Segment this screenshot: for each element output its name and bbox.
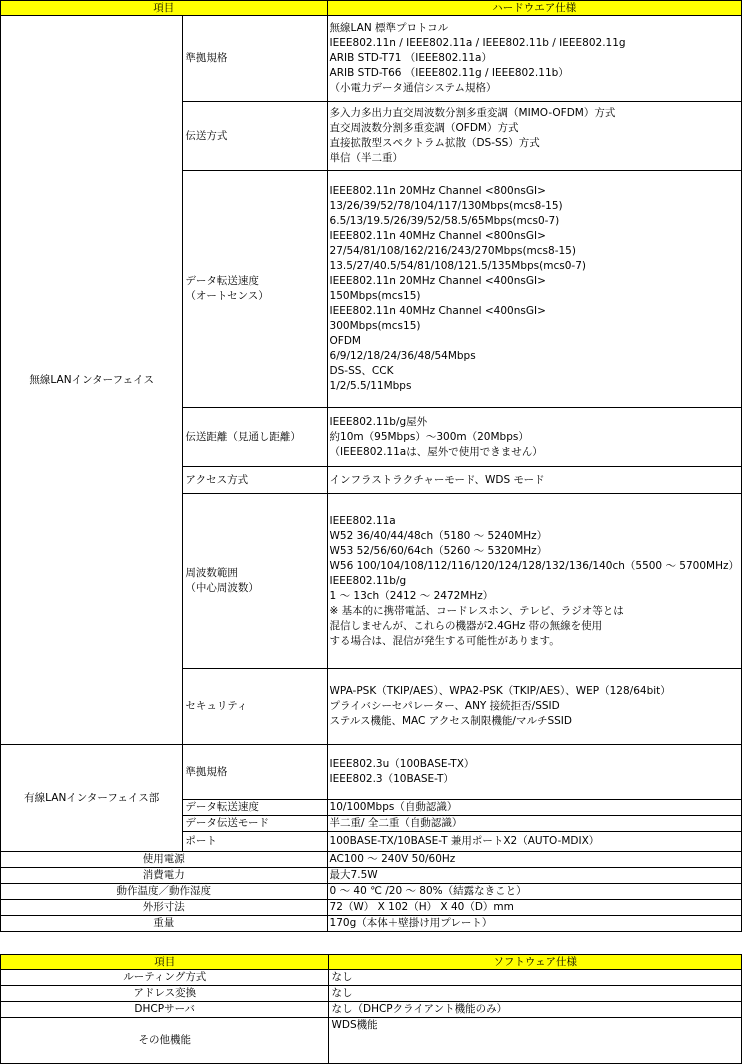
row-value: 最大7.5W: [327, 868, 741, 884]
row-value: 100BASE-TX/10BASE-T 兼用ポートX2（AUTO-MDIX）: [327, 832, 741, 852]
table-row: [1, 868, 742, 884]
row-value: IEEE802.11a W52 36/40/44/48ch（5180 ～ 5240MHz） W53 52/56/60/64ch（5260 ～ 5320MHz） W56 100/104/108/112/116/120/124/128/132/136/140ch（5500 ～ 5700MHz） IEEE802.11b/g 1 ～ 13ch（2412 ～ 2472MHz） ※ 基本的に携帯電話、コードレスホン、テレビ、ラジオ等とは 混信しませんが、これらの機器が2.4GHz 帯の無線を使用 する場合は、混信が発生する可能性があります。: [327, 494, 741, 669]
row-value: なし: [329, 986, 742, 1002]
row-label: 準拠規格: [183, 16, 327, 102]
row-label: アクセス方式: [183, 467, 327, 494]
row-label: データ伝送モード: [183, 816, 327, 832]
row-label: 周波数範囲 （中心周波数）: [183, 494, 327, 669]
row-value: 170g（本体＋壁掛け用プレート）: [327, 916, 741, 932]
software-spec-table: [0, 954, 742, 1064]
row-label: 伝送方式: [183, 102, 327, 171]
table-row: [1, 970, 742, 986]
row-value: 10/100Mbps（自動認識）: [327, 800, 741, 816]
row-value: 無線LAN 標準プロトコル IEEE802.11n / IEEE802.11a / IEEE802.11b / IEEE802.11g ARIB STD-T71 （IEEE802.11a） ARIB STD-T66 （IEEE802.11g / IEEE802.11b） （小電力データ通信システム規格）: [327, 16, 741, 102]
row-value: なし（DHCPクライアント機能のみ）: [329, 1002, 742, 1018]
table-row: [1, 852, 742, 868]
table-row: [1, 986, 742, 1002]
row-value: IEEE802.11n 20MHz Channel <800nsGI> 13/26/39/52/78/104/117/130Mbps(mcs8-15) 6.5/13/19.5/26/39/52/58.5/65Mbps(mcs0-7) IEEE802.11n 40MHz Channel <800nsGI> 27/54/81/108/162/216/243/270Mbps(mcs8-15) 13.5/27/40.5/54/81/108/121.5/135Mbps(mcs0-7) IEEE802.11n 20MHz Channel <400nsGI> 150Mbps(mcs15) IEEE802.11n 40MHz Channel <400nsGI> 300Mbps(mcs15) OFDM 6/9/12/18/24/36/48/54Mbps DS-SS、CCK 1/2/5.5/11Mbps: [327, 171, 741, 408]
header-software-spec: ソフトウェア仕様: [329, 955, 742, 970]
row-value: WDS機能: [329, 1018, 742, 1064]
hardware-header-row: [1, 1, 742, 16]
row-value: 半二重/ 全二重（自動認識）: [327, 816, 741, 832]
row-value: 72（W） X 102（H） X 40（D）mm: [327, 900, 741, 916]
table-row: [1, 745, 742, 800]
row-label: データ転送速度: [183, 800, 327, 816]
row-label: ポート: [183, 832, 327, 852]
header-item: 項目: [1, 955, 329, 970]
row-label: DHCPサーバ: [1, 1002, 329, 1018]
row-label: セキュリティ: [183, 669, 327, 745]
row-label: 使用電源: [1, 852, 328, 868]
row-value: IEEE802.3u（100BASE-TX） IEEE802.3（10BASE-T）: [327, 745, 741, 800]
header-item: 項目: [1, 1, 328, 16]
group-wired-lan: 有線LANインターフェイス部: [1, 745, 183, 852]
group-wireless-lan: 無線LANインターフェイス: [1, 16, 183, 745]
row-value: IEEE802.11b/g屋外 約10m（95Mbps）～300m（20Mbps） （IEEE802.11aは、屋外で使用できません）: [327, 408, 741, 467]
row-label: 外形寸法: [1, 900, 328, 916]
table-row: [1, 900, 742, 916]
table-row: [1, 884, 742, 900]
software-header-row: [1, 955, 742, 970]
table-row: [1, 916, 742, 932]
row-label: 消費電力: [1, 868, 328, 884]
row-label: アドレス変換: [1, 986, 329, 1002]
row-label: その他機能: [1, 1018, 329, 1064]
table-row: [1, 1018, 742, 1064]
row-label: 動作温度／動作湿度: [1, 884, 328, 900]
row-label: ルーティング方式: [1, 970, 329, 986]
table-row: [1, 16, 742, 102]
row-value: AC100 ～ 240V 50/60Hz: [327, 852, 741, 868]
header-hardware-spec: ハードウエア仕様: [327, 1, 741, 16]
row-value: インフラストラクチャーモード、WDS モード: [327, 467, 741, 494]
row-label: データ転送速度 （オートセンス）: [183, 171, 327, 408]
table-row: [1, 1002, 742, 1018]
row-value: なし: [329, 970, 742, 986]
row-value: 0 ～ 40 ℃ /20 ～ 80%（結露なきこと）: [327, 884, 741, 900]
row-value: WPA-PSK（TKIP/AES）、WPA2-PSK（TKIP/AES）、WEP（128/64bit） プライバシーセパレーター、ANY 接続拒否/SSID ステルス機能、MAC アクセス制限機能/マルチSSID: [327, 669, 741, 745]
row-label: 重量: [1, 916, 328, 932]
row-label: 伝送距離（見通し距離）: [183, 408, 327, 467]
row-value: 多入力多出力直交周波数分割多重変調（MIMO-OFDM）方式 直交周波数分割多重変調（OFDM）方式 直接拡散型スペクトラム拡散（DS-SS）方式 単信（半二重）: [327, 102, 741, 171]
row-label: 準拠規格: [183, 745, 327, 800]
